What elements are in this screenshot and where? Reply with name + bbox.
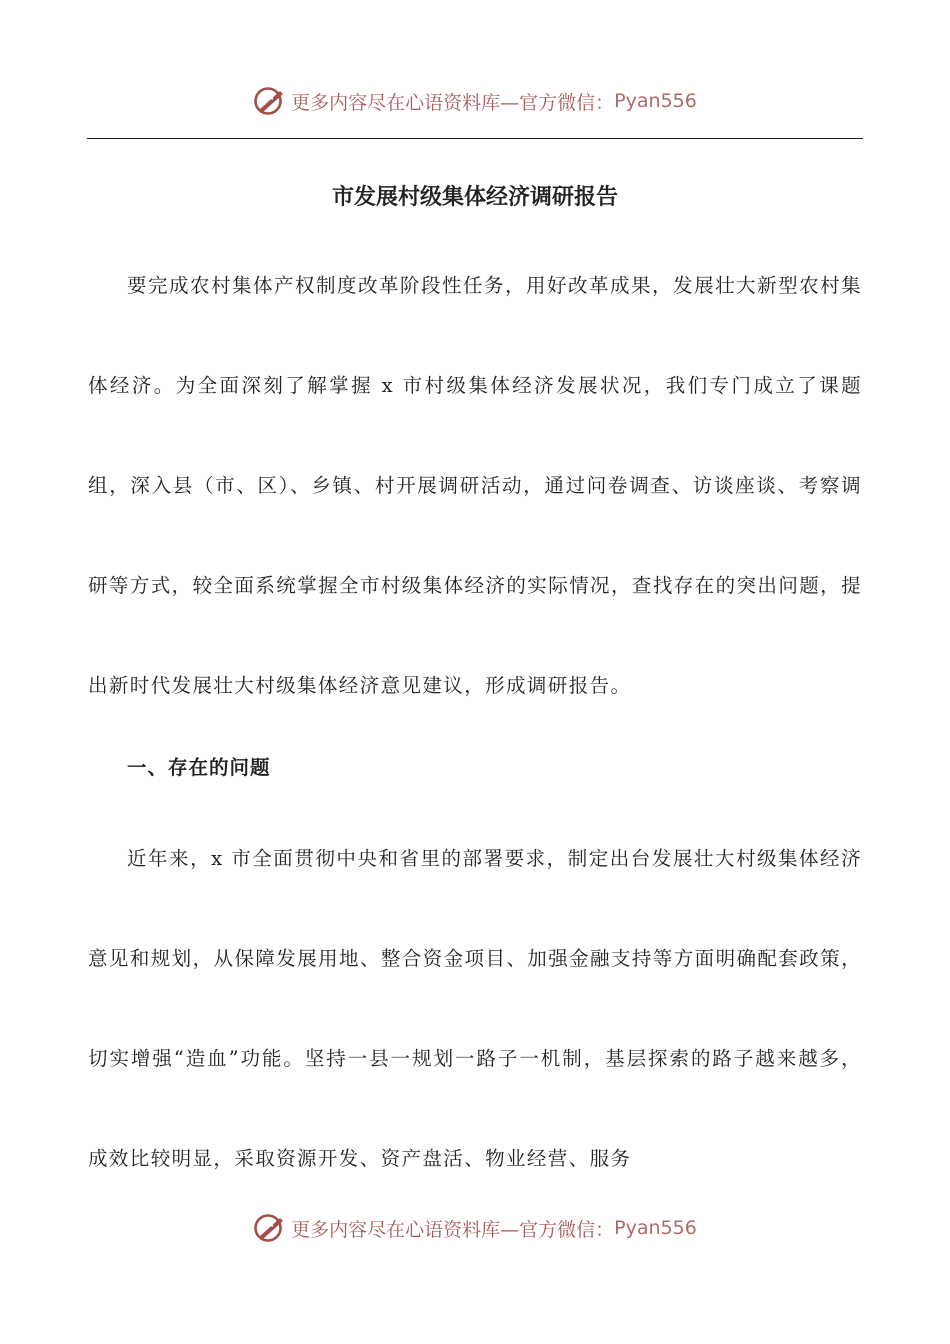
banner-wechat-id: Pyan556 [614,1217,697,1239]
pen-logo-icon [253,1213,287,1243]
pen-logo-icon [253,86,287,116]
header-divider [87,138,863,139]
banner-text: 更多内容尽在心语资料库—官方微信： [291,1218,615,1241]
banner-wechat-id: Pyan556 [614,90,697,112]
footer-banner [0,1213,950,1243]
section-paragraph: 近年来，x 市全面贯彻中央和省里的部署要求，制定出台发展壮大村级集体经济意见和规划，从保障发展用地、整合资金项目、加强金融支持等方面明确配套政策，切实增强“造血”功能。坚持一县一规划一路子一机制，基层探索的路子越来越多，成效比较明显，采取资源开发、资产盘活、物业经营、服务 [88,847,862,1170]
section-heading: 一、存在的问题 [127,756,271,779]
header-banner [0,86,950,116]
document-title: 市发展村级集体经济调研报告 [331,185,618,210]
intro-paragraph: 要完成农村集体产权制度改革阶段性任务，用好改革成果，发展壮大新型农村集体经济。为全面深刻了解掌握 x 市村级集体经济发展状况，我们专门成立了课题组，深入县（市、区）、乡镇、村开展调研活动，通过问卷调查、访谈座谈、考察调研等方式，较全面系统掌握全市村级集体经济的实际情况，查找存在的突出问题，提出新时代发展壮大村级集体经济意见建议，形成调研报告。 [88,274,862,697]
banner-text: 更多内容尽在心语资料库—官方微信： [291,91,615,114]
